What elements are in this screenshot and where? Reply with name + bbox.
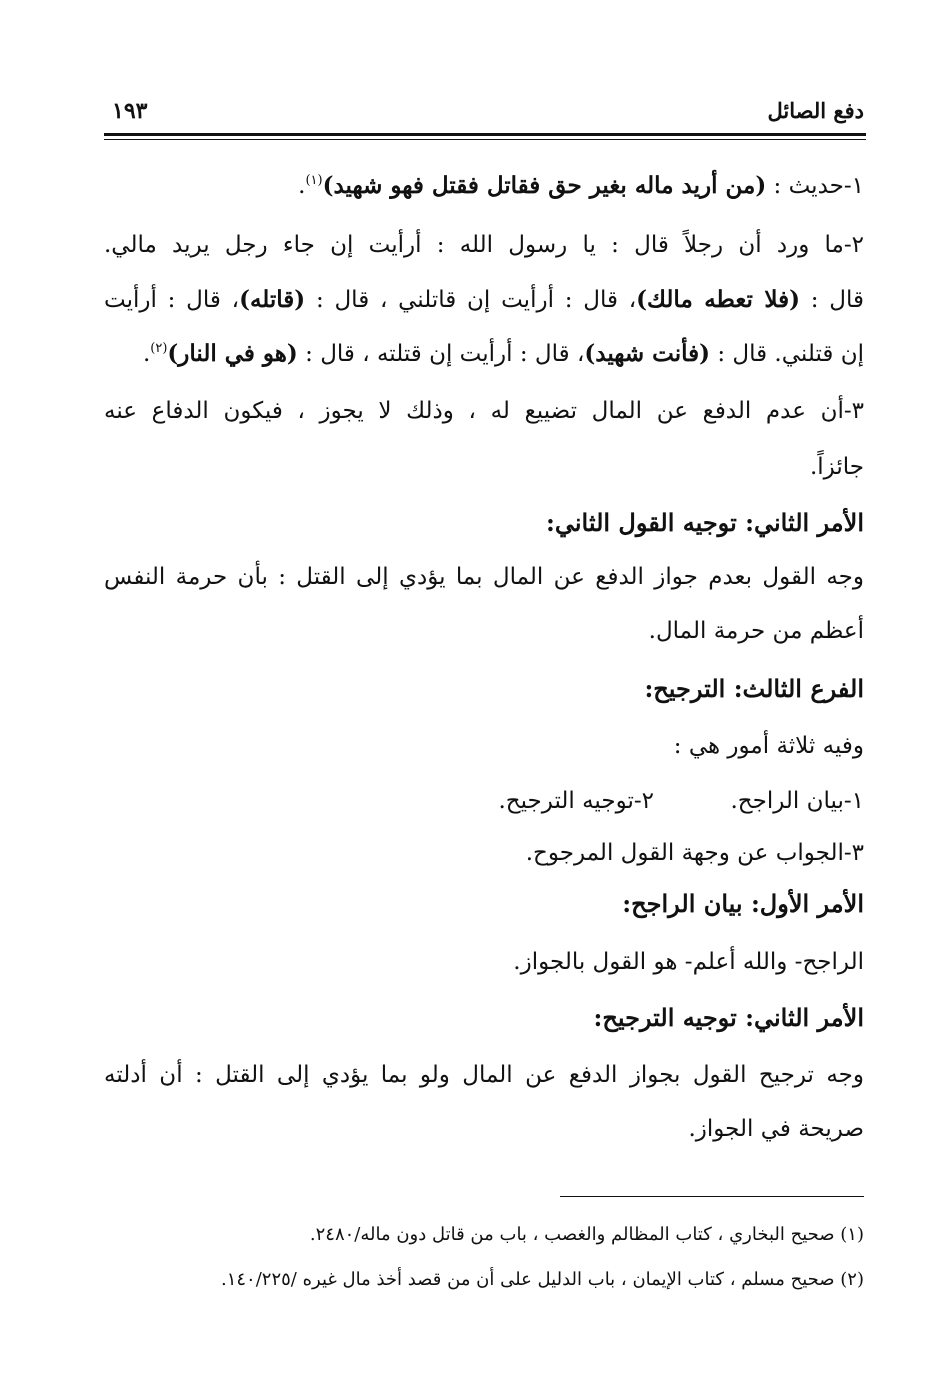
text-line-9: وفيه ثلاثة أمور هي : [673,733,864,759]
text-line-13: وجه ترجيح القول بجواز الدفع عن المال ولو بما يؤدي إلى القتل : أن أدلته [104,1062,864,1088]
section-heading-1: الأمر الثاني: توجيه القول الثاني: [545,508,864,537]
book-title: دفع الصائل [767,98,864,123]
page-number: ١٩٣ [112,98,148,124]
text-line-11: ٣-الجواب عن وجهة القول المرجوح. [525,840,864,866]
text-line-8: أعظم من حرمة المال. [648,618,864,644]
text-line-6: جائزاً. [809,454,864,480]
hadith-quote: (من أريد ماله بغير حق فقاتل فقتل فهو شهيد) [322,172,767,199]
footnote-separator [560,1196,864,1197]
list-item-1: ١-بيان الراجح. [730,788,864,814]
text-line-14: صريحة في الجواز. [688,1116,864,1142]
section-heading-2: الفرع الثالث: الترجيح: [644,674,864,703]
text-line-12: الراجح- والله أعلم- هو القول بالجواز. [513,949,864,975]
text-line-2: ٢-ما ورد أن رجلاً قال : يا رسول الله : أرأيت إن جاء رجل يريد مالي. [104,232,864,258]
footnote-1: (١) صحيح البخاري ، كتاب المظالم والغصب ، باب من قاتل دون ماله/٢٤٨٠. [309,1224,864,1245]
footnote-2: (٢) صحيح مسلم ، كتاب الإيمان ، باب الدليل على أن من قصد أخذ مال غيره /١٤٠/٢٢٥. [220,1269,864,1290]
text-line-4: إن قتلني. قال : (فأنت شهيد)، قال : أرأيت إن قتلته ، قال : (هو في النار)$^{(٢)}$. [142,340,864,367]
footnote-ref-2: (٢) [150,341,168,356]
text-line-1: ١-حديث : (من أريد ماله بغير حق فقاتل فقتل فهو شهيد)$^{(١)}$. [298,172,864,199]
footnote-ref-1: (١) [305,173,323,188]
text-line-7: وجه القول بعدم جواز الدفع عن المال بما يؤدي إلى القتل : بأن حرمة النفس [104,564,864,590]
text-line-5: ٣-أن عدم الدفع عن المال تضييع له ، وذلك لا يجوز ، فيكون الدفاع عنه [104,398,864,424]
text-line-3: قال : (فلا تعطه مالك)، قال : أرأيت إن قاتلني ، قال : (قاتله)، قال : أرأيت [104,286,864,313]
section-heading-3: الأمر الأول: بيان الراجح: [622,889,864,918]
text-line-10 [104,781,864,821]
running-header [104,98,864,130]
list-item-2: ٢-توجيه الترجيح. [498,788,654,814]
header-rule-thin [104,139,866,140]
section-heading-4: الأمر الثاني: توجيه الترجيح: [593,1003,864,1032]
header-rule-thick [104,133,866,136]
